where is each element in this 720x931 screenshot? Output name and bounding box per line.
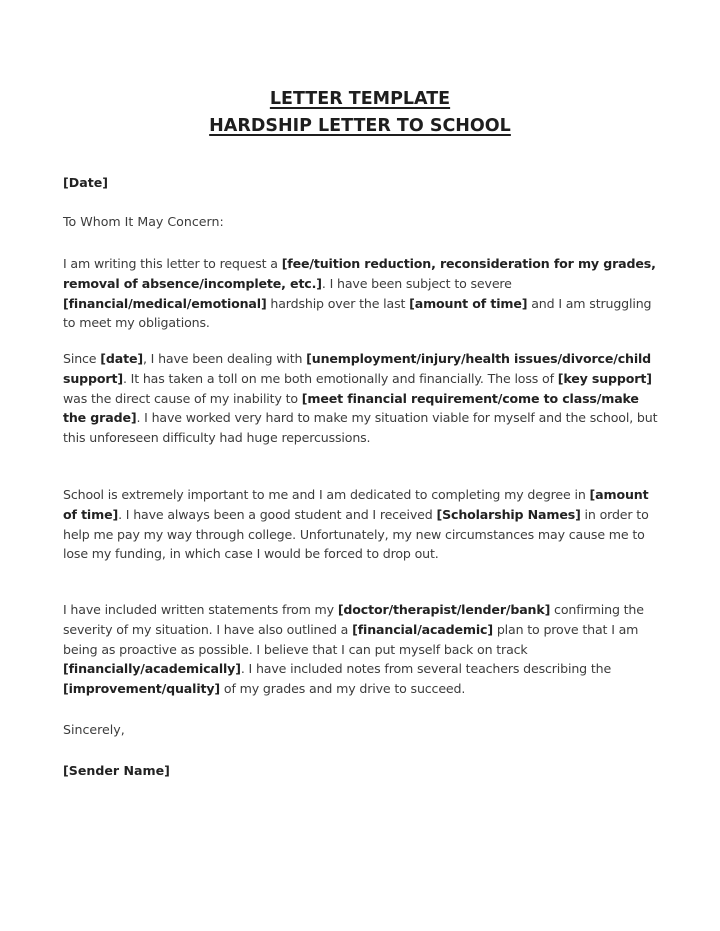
placeholder-field: [financial/academic]: [352, 621, 493, 637]
paragraph-text: hardship over the last: [266, 295, 410, 311]
paragraph-text: in order to help me pay my way through college. Unfortunately, my new circumstances may cause me to lose my funding, in which case I would be forced to drop out.: [63, 506, 649, 562]
title-line-2: [0, 113, 720, 140]
placeholder-field: [meet financial requirement/come to class/make the grade]: [63, 390, 639, 426]
paragraph-text: I have included written statements from my: [63, 602, 338, 617]
closing: Sincerely,: [63, 722, 125, 737]
paragraph-text: , I have been dealing with: [142, 351, 307, 366]
sender-placeholder: [Sender Name]: [63, 763, 170, 778]
placeholder-field: [Scholarship Names]: [436, 506, 581, 522]
paragraph-text: confirming the severity of my situation. I have also outlined a: [63, 602, 644, 637]
title-line-2-text: HARDSHIP LETTER TO SCHOOL: [209, 116, 511, 136]
placeholder-field: [doctor/therapist/lender/bank]: [337, 602, 551, 617]
paragraph-text: . I have worked very hard to make my situation viable for myself and the school, but this unforeseen difficulty had huge repercussions.: [63, 410, 658, 446]
paragraph-text: . I have included notes from several teachers describing the: [240, 661, 612, 677]
placeholder-field: [improvement/quality]: [63, 681, 221, 697]
date-placeholder: [Date]: [63, 175, 109, 190]
paragraph-text: and I am struggling to meet my obligations.: [63, 295, 652, 331]
paragraph-text: Since: [63, 351, 101, 366]
salutation: To Whom It May Concern:: [63, 214, 224, 229]
paragraph-text: of my grades and my drive to succeed.: [220, 681, 466, 697]
placeholder-field: [financially/academically]: [63, 661, 241, 677]
paragraph-text: School is extremely important to me and I am dedicated to completing my degree in: [63, 487, 590, 502]
paragraph-text: I am writing this letter to request a: [63, 256, 282, 271]
placeholder-field: [unemployment/injury/health issues/divorce/child support]: [63, 351, 652, 386]
placeholder-field: [key support]: [557, 370, 652, 386]
placeholder-field: [date]: [100, 351, 143, 366]
paragraph-text: was the direct cause of my inability to: [63, 390, 302, 406]
paragraph-4: [63, 600, 663, 699]
placeholder-field: [amount of time]: [63, 487, 649, 522]
letter-title: [0, 86, 720, 140]
paragraph-1: [63, 254, 663, 333]
paragraph-3: [63, 485, 663, 564]
placeholder-field: [fee/tuition reduction, reconsideration for my grades, removal of absence/incomplete, etc.]: [63, 256, 656, 291]
placeholder-field: [financial/medical/emotional]: [63, 295, 267, 311]
title-line-1: [0, 86, 720, 113]
paragraph-text: . It has taken a toll on me both emotionally and financially. The loss of: [122, 370, 558, 386]
paragraph-text: . I have been subject to severe: [321, 275, 512, 291]
paragraph-2: [63, 349, 663, 448]
title-line-1-text: LETTER TEMPLATE: [269, 89, 451, 109]
placeholder-field: [amount of time]: [409, 295, 528, 311]
paragraph-text: . I have always been a good student and I received: [118, 506, 437, 522]
paragraph-text: plan to prove that I am being as proactive as possible. I believe that I can put myself back on track: [63, 621, 639, 657]
